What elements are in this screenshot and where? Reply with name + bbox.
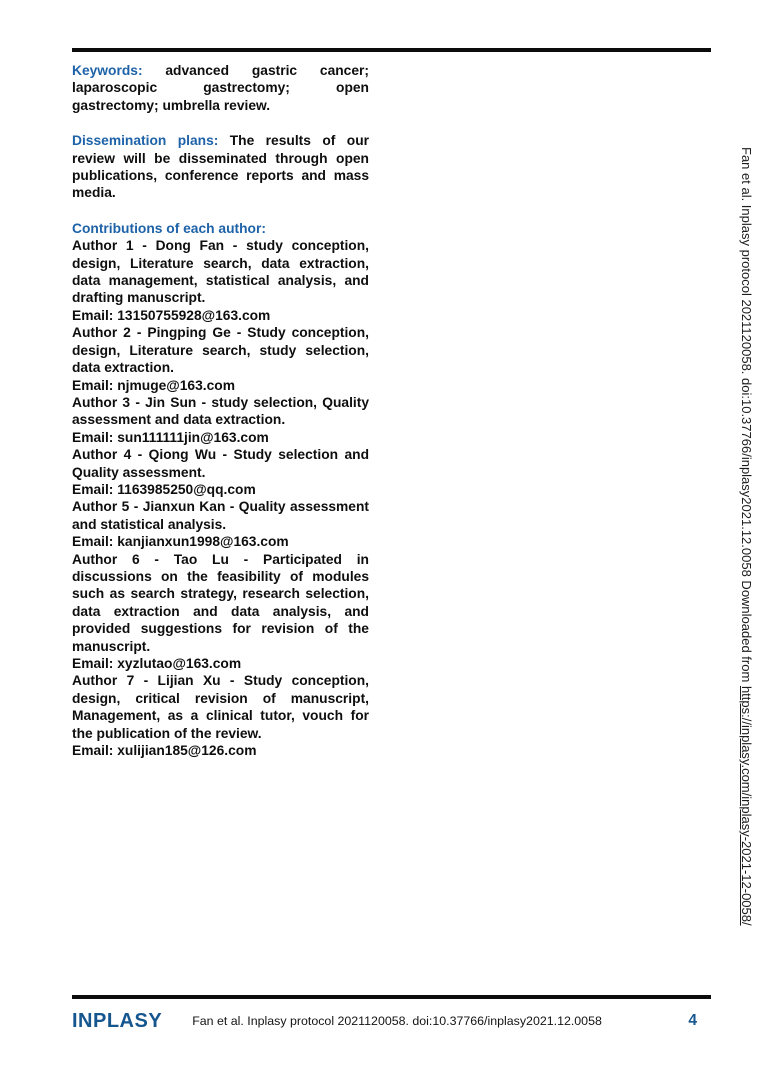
contributions-heading: Contributions of each author: [72,220,266,236]
contributions-section [72,220,369,760]
contribution-email: Email: xyzlutao@163.com [72,656,242,671]
contribution-line: Author 2 - Pingping Ge - Study conception, design, Literature search, study selection, data extraction. [72,325,369,376]
contribution-line: Author 7 - Lijian Xu - Study conception, design, critical revision of manuscript, Management, as a clinical tutor, vouch for the publication of the review. [72,673,369,741]
contribution-email: Email: 1163985250@qq.com [72,481,256,497]
dissemination-text: The results of our review will be disseminated through open publications, conference reports and mass media. [72,133,369,201]
keywords-paragraph [72,62,369,114]
footer [72,1004,711,1038]
vertical-citation [739,147,754,957]
keywords-label: Keywords: [72,63,143,78]
dissemination-label: Dissemination plans: [72,133,219,149]
contribution-email: Email: kanjianxun1998@163.com [72,534,289,550]
contribution-line: Author 5 - Jianxun Kan - Quality assessment and statistical analysis. [72,499,369,532]
contribution-email: Email: njmuge@163.com [72,377,235,393]
contribution-line: Author 6 - Tao Lu - Participated in discussions on the feasibility of modules such as search strategy, research selection, data extraction and data analysis, and provided suggestions for revision of the manuscript. [72,551,369,654]
vertical-citation-link[interactable]: https://inplasy.com/inplasy-2021-12-0058/ [739,685,754,926]
contribution-email: Email: xulijian185@126.com [72,743,257,759]
keywords-text: advanced gastric cancer; laparoscopic gastrectomy; open gastrectomy; umbrella review. [72,63,369,113]
contribution-email: Email: 13150755928@163.com [72,307,271,323]
contribution-line: Author 4 - Qiong Wu - Study selection and Quality assessment. [72,447,369,480]
footer-citation: Fan et al. Inplasy protocol 2021120058. doi:10.37766/inplasy2021.12.0058 [192,1014,602,1028]
footer-divider [72,995,711,999]
main-text-column [72,62,369,759]
page-number: 4 [688,1012,697,1029]
contribution-email: Email: sun111111jin@163.com [72,429,269,445]
contribution-line: Author 3 - Jin Sun - study selection, Quality assessment and data extraction. [72,394,369,428]
vertical-citation-text: Fan et al. Inplasy protocol 2021120058. doi:10.37766/inplasy2021.12.0058 Downloaded from [739,147,754,686]
top-divider [72,48,711,52]
inplasy-logo: INPLASY [72,1009,163,1032]
contribution-line: Author 1 - Dong Fan - study conception, design, Literature search, data extraction, data management, statistical analysis, and drafting manuscript. [72,238,369,306]
dissemination-paragraph [72,132,369,202]
